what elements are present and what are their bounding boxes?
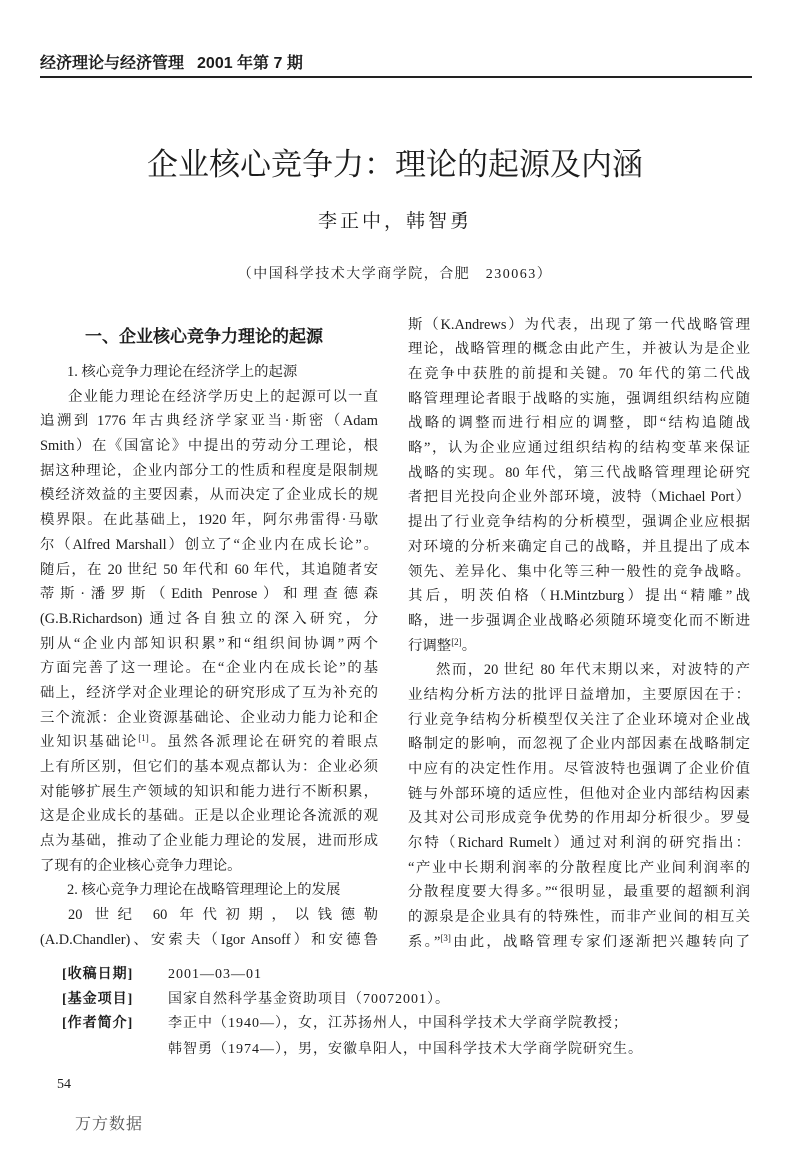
text-line: 上有所区别，但它们的基本观点都认为：企业必须 <box>40 759 378 775</box>
footnote-value: 2001—03—01 <box>168 966 262 982</box>
footnote-label: [基金项目] <box>62 991 134 1007</box>
text-line: 链与外部环境的适应性，但他对企业内部结构因素 <box>408 785 750 802</box>
footnote-author-bio <box>62 1012 628 1037</box>
text-run: 。虽然各派理论在研究的着眼点 <box>148 734 378 751</box>
text-line: 点为基础，推动了企业能力理论的发展，进而形成 <box>40 833 378 850</box>
running-header <box>40 53 303 75</box>
footnote-received <box>62 963 262 988</box>
citation-ref: [2] <box>451 636 462 647</box>
text-line: 模经济效益的主要因素，从而决定了企业成长的规 <box>40 487 378 504</box>
article-title: 企业核心竞争力：理论的起源及内涵 <box>147 147 643 182</box>
text-line: 战略的调整而进行相应的调整，即“结构追随战 <box>408 415 750 432</box>
footnote-label: [收稿日期] <box>62 966 134 982</box>
text-line: 别从“企业内部知识积累”和“组织间协调”两个 <box>40 635 378 652</box>
text-line <box>408 930 750 955</box>
journal-name: 经济理论与经济管理 <box>40 55 185 72</box>
text-line: 中应有的决定性作用。尽管波特也强调了企业价值 <box>408 761 750 778</box>
text-line: Smith）在《国富论》中提出的劳动分工理论，根 <box>40 438 378 455</box>
text-line: 的源泉是企业具有的特殊性，而非产业间的相互关 <box>408 909 750 926</box>
subsection-heading: 1. 核心竞争力理论在经济学上的起源 <box>67 364 298 380</box>
page-number: 54 <box>57 1077 71 1092</box>
text-line: 略”，认为企业应通过组织结构的结构变革来保证 <box>408 440 750 457</box>
text-line: 在竞争中获胜的前提和关键。70 年代的第二代战 <box>408 366 750 383</box>
left-column <box>40 360 378 953</box>
text-line <box>408 634 750 659</box>
text-line: 三个流派：企业资源基础论、企业动力能力论和企 <box>40 709 378 726</box>
subsection-heading: 2. 核心竞争力理论在战略管理理论上的发展 <box>67 882 341 899</box>
text-line: 了现有的企业核心竞争力理论。 <box>40 857 242 874</box>
text-line: 者把目光投向企业外部环境，波特（Michael Port） <box>408 489 750 506</box>
text-line: (G.B.Richardson) 通过各自独立的深入研究，分 <box>40 610 378 627</box>
text-line: 随后，在 20 世纪 50 年代和 60 年代，其追随者安 <box>40 561 378 578</box>
text-line: 对环境的分析来确定自己的战略，并且提出了成本 <box>408 538 750 555</box>
footnote-fund <box>62 988 450 1013</box>
subsection-body <box>40 903 378 952</box>
text-line: 础上，经济学对企业理论的研究形成了互为补充的 <box>40 684 378 701</box>
text-line: 尔（Alfred Marshall）创立了“企业内在成长论”。 <box>40 536 378 553</box>
footnote-author-bio-continued <box>168 1038 643 1063</box>
text-line: 业结构分析方法的批评日益增加，主要原因在于： <box>408 686 750 703</box>
paragraph <box>40 903 378 952</box>
text-line: 然而，20 世纪 80 年代末期以来，对波特的产 <box>436 662 750 679</box>
author-affiliation: （中国科学技术大学商学院，合肥 230063） <box>237 267 553 282</box>
text-line: 对能够扩展生产领域的知识和能力进行不断积累， <box>40 783 378 800</box>
watermark: 万方数据 <box>75 1116 144 1133</box>
footnote-value: 韩智勇（1974—），男，安徽阜阳人，中国科学技术大学商学院研究生。 <box>168 1041 643 1057</box>
text-line: 方面完善了这一理论。在“企业内在成长论”的基 <box>40 660 378 677</box>
text-line: 略管理理论者眼于战略的实施，强调组织结构应随 <box>408 390 750 407</box>
paragraph <box>40 385 378 879</box>
text-line: (A.D.Chandler)、安索夫（Igor Ansoff）和安德鲁 <box>40 931 378 948</box>
subsection-body <box>40 385 378 879</box>
text-line: 提出了行业竞争结构的分析模型，强调企业应根据 <box>408 514 750 531</box>
text-line: 尔特（Richard Rumelt）通过对利润的研究指出： <box>408 835 750 852</box>
text-line: 这是企业成长的基础。正是以企业理论各流派的观 <box>40 808 378 825</box>
paragraph <box>408 313 750 659</box>
text-line: 20 世纪 60 年代初期，以钱德勒 <box>68 907 378 924</box>
text-line: 理论，战略管理的概念由此产生，并被认为是企业 <box>408 341 750 358</box>
text-run: 业知识基础论 <box>40 734 139 751</box>
text-run: 。 <box>461 637 477 654</box>
text-line: 据这种理论，企业内部分工的性质和程度是限制规 <box>40 462 378 479</box>
citation-ref: [3] <box>440 932 451 943</box>
text-line: 战略的实现。80 年代，第三代战略管理理论研究 <box>408 464 750 481</box>
text-line: 领先、差异化、集中化等三种一般性的竞争战略。 <box>408 563 750 580</box>
footnote-value: 李正中（1940—），女，江苏扬州人，中国科学技术大学商学院教授； <box>168 1015 628 1031</box>
text-line: 斯（K.Andrews）为代表，出现了第一代战略管理 <box>408 316 750 333</box>
text-line: 分散程度要大得多。”“很明显，最重要的超额利润 <box>408 884 750 901</box>
text-line: 其后，明茨伯格（H.Mintzburg）提出“精雕”战 <box>408 588 750 605</box>
paragraph <box>408 658 750 954</box>
text-line: 追溯到 1776 年古典经济学家亚当·斯密（Adam <box>40 413 378 430</box>
text-line: 企业能力理论在经济学历史上的起源可以一直 <box>68 388 378 405</box>
text-run: 行调整 <box>408 637 452 654</box>
text-line <box>40 730 378 755</box>
footnote-value: 国家自然科学基金资助项目（70072001）。 <box>168 991 450 1007</box>
text-run: 由此，战略管理专家们逐渐把兴趣转向了 <box>450 933 750 950</box>
footnote-label: [作者简介] <box>62 1015 134 1031</box>
right-column <box>408 313 750 955</box>
text-line: 行业竞争结构分析模型仅关注了企业环境对企业战 <box>408 711 750 728</box>
issue-label: 2001 年第 7 期 <box>197 55 303 72</box>
text-line: 略制定的影响，而忽视了企业内部因素在战略制定 <box>408 736 750 753</box>
section-heading: 一、企业核心竞争力理论的起源 <box>85 327 323 346</box>
text-line: 略，进一步强调企业战略必须随环境变化而不断进 <box>408 612 750 629</box>
text-line: 蒂斯·潘罗斯（Edith Penrose）和理查德森 <box>40 586 378 603</box>
author-names: 李正中，韩智勇 <box>317 211 472 232</box>
citation-ref: [1] <box>138 733 149 744</box>
text-line: 模界限。在此基础上，1920 年，阿尔弗雷得·马歇 <box>40 512 378 529</box>
text-line: “产业中长期利润率的分散程度比产业间利润率的 <box>408 859 750 876</box>
header-rule <box>40 76 752 78</box>
text-line: 及其对公司形成竞争优势的作用却分析很少。罗曼 <box>408 810 750 827</box>
text-run: 系。” <box>408 933 441 950</box>
